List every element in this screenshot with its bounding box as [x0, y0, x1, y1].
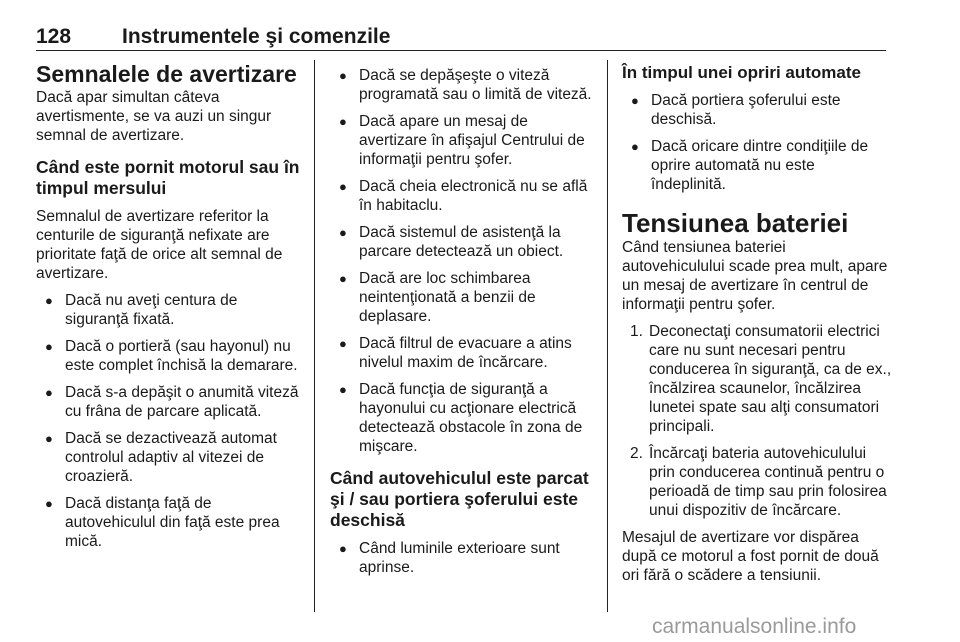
- list-item: ● Dacă distanţa faţă de autovehiculul din faţă este prea mică.: [36, 494, 304, 551]
- list-item: ● Dacă funcţia de siguranţă a hayonului cu acţionare electrică detectează obstacole în zona de mişcare.: [330, 380, 594, 456]
- list-item: ● Dacă sistemul de asistenţă la parcare detectează un obiect.: [330, 223, 594, 261]
- list-item: ● Dacă se depăşeşte o viteză programată sau o limită de viteză.: [330, 66, 594, 104]
- subheading-parked: Când autovehiculul este parcat şi / sau portiera şoferului este deschisă: [330, 468, 589, 530]
- running-title: Instrumentele şi comenzile: [122, 25, 391, 48]
- warning-conditions-list: [36, 291, 304, 551]
- warning-conditions-list-continued: [330, 66, 594, 456]
- seatbelt-priority-paragraph: Semnalul de avertizare referitor la centurile de siguranţă nefixate are prioritate faţă de orice alt semnal de avertizare.: [36, 208, 283, 282]
- list-item: ● Dacă o portieră (sau hayonul) nu este complet închisă la demarare.: [36, 337, 304, 375]
- numbered-step: [622, 444, 892, 520]
- subheading-engine-running: Când este pornit motorul sau în timpul mersului: [36, 157, 300, 198]
- section-title-battery-voltage: Tensiunea bateriei: [622, 208, 849, 238]
- step-number: 2.: [630, 445, 643, 462]
- numbered-step: [622, 322, 892, 436]
- step-text: Deconectaţi consumatorii electrici care nu sunt necesari pentru conducerea în siguranţă, ca de ex., încălzirea scaunelor, încălzirea lunetei spate sau alţi consumatori principali.: [649, 323, 892, 435]
- list-item: ● Dacă nu aveţi centura de siguranţă fixată.: [36, 291, 304, 329]
- watermark: carmanualsonline.info: [652, 615, 857, 638]
- subheading-autostop: În timpul unei opriri automate: [622, 63, 861, 82]
- page-number: 128: [36, 25, 72, 48]
- column-1: [36, 60, 304, 551]
- section-title-warning-signals: Semnalele de avertizare: [36, 61, 297, 87]
- list-item: ● Dacă filtrul de evacuare a atins nivelul maxim de încărcare.: [330, 334, 594, 372]
- list-item: ● Dacă s-a depăşit o anumită viteză cu frâna de parcare aplicată.: [36, 383, 304, 421]
- battery-intro-paragraph: Când tensiunea bateriei autovehiculului scade prea mult, apare un mesaj de avertizare în centrul de informaţii pentru şofer.: [622, 239, 888, 313]
- list-item: ● Dacă se dezactivează automat controlul adaptiv al vitezei de croazieră.: [36, 429, 304, 486]
- step-number: 1.: [630, 323, 643, 340]
- parked-conditions-list: [330, 539, 594, 577]
- column-3: [622, 60, 892, 585]
- list-item: ● Dacă apare un mesaj de avertizare în afişajul Centrului de informaţii pentru şofer.: [330, 112, 594, 169]
- page-header: [36, 24, 886, 50]
- header-rule: [36, 50, 886, 51]
- column-2: [330, 60, 594, 577]
- step-text: Încărcaţi bateria autovehiculului prin conducerea continuă pentru o perioadă de timp sau prin folosirea unui dispozitiv de încărcare.: [649, 445, 887, 519]
- intro-paragraph: Dacă apar simultan câteva avertismente, se va auzi un singur semnal de avertizare.: [36, 89, 272, 144]
- autostop-conditions-list: [622, 91, 892, 194]
- list-item: ● Dacă oricare dintre condiţiile de oprire automată nu este îndeplinită.: [622, 137, 892, 194]
- list-item: ● Dacă cheia electronică nu se află în habitaclu.: [330, 177, 594, 215]
- battery-steps-list: [622, 322, 892, 520]
- list-item: ● Când luminile exterioare sunt aprinse.: [330, 539, 594, 577]
- battery-outro-paragraph: Mesajul de avertizare vor dispărea după ce motorul a fost pornit de două ori fără o scădere a tensiunii.: [622, 529, 879, 584]
- list-item: ● Dacă portiera şoferului este deschisă.: [622, 91, 892, 129]
- column-divider: [607, 60, 608, 612]
- column-divider: [314, 60, 315, 612]
- list-item: ● Dacă are loc schimbarea neintenţionată a benzii de deplasare.: [330, 269, 594, 326]
